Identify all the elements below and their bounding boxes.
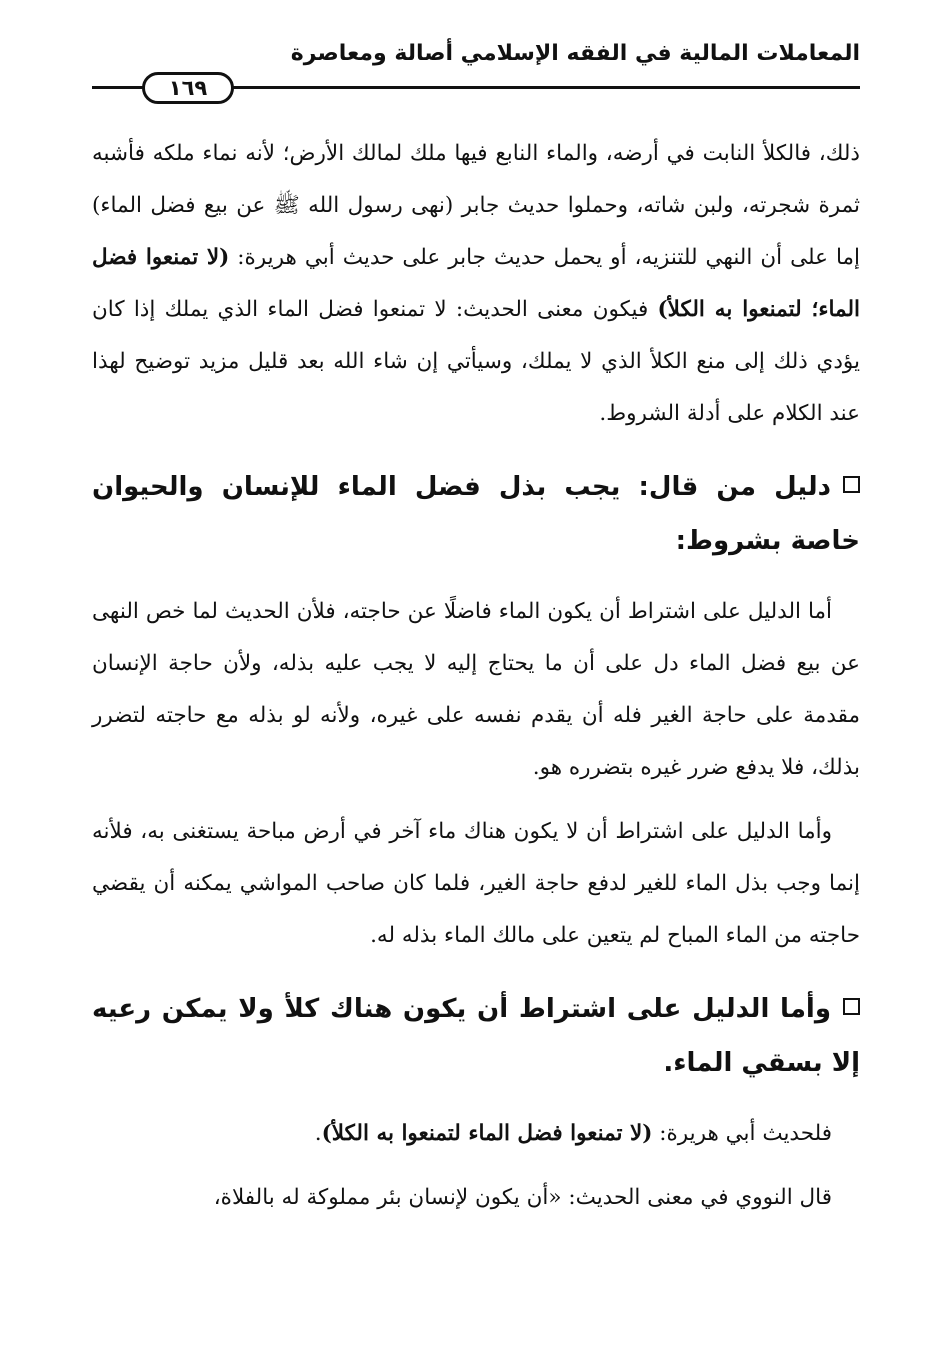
paragraph-3: وأما الدليل على اشتراط أن لا يكون هناك ماء آخر في أرض مباحة يستغنى به، فلأنه إنما وجب بذل الماء للغير لدفع حاجة الغير، فلما كان صاحب المواشي يمكنه أن يقضي حاجته من الماء المباح لم يتعين على مالك الماء بذله له. — [92, 819, 860, 948]
paragraph-4-tail: . — [314, 1121, 322, 1146]
paragraph-2: أما الدليل على اشتراط أن يكون الماء فاضلًا عن حاجته، فلأن الحديث لما خص النهى عن بيع فضل الماء دل على أن ما يحتاج إليه لا يجب عليه بذله، ولأن حاجة الإنسان مقدمة على حاجة الغير فله أن يقدم نفسه على غيره، ولأنه لو بذله مع حاجته لتضرر بذلك، فلا يدفع ضرر غيره بتضرره هو. — [92, 599, 860, 780]
page-body — [92, 128, 860, 1224]
running-title: المعاملات المالية في الفقه الإسلامي أصالة ومعاصرة — [290, 41, 860, 66]
paragraph-4 — [92, 1108, 860, 1160]
square-bullet-icon — [843, 476, 860, 493]
page-number: ١٦٩ — [142, 72, 234, 104]
hadith-quote-2: (لا تمنعوا فضل الماء لتمنعوا به الكلأ) — [321, 1121, 653, 1146]
square-bullet-icon — [843, 998, 860, 1015]
paragraph-4-prefix: فلحديث أبي هريرة: — [652, 1121, 832, 1146]
section-heading-1 — [92, 460, 860, 568]
paragraph-1-text: ذلك، فالكلأ النابت في أرضه، والماء النابع فيها ملك لمالك الأرض؛ لأنه نماء ملكه فأشبه ثمرة شجرته، ولبن شاته، وحملوا حديث جابر (نهى رسول الله ﷺ عن بيع فضل الماء) إما على أن النهي للتنزيه، أو يحمل حديث جابر على حديث أبي هريرة: — [92, 141, 860, 270]
hadith-quote-1: (لا تمنعوا فضل الماء؛ لتمنعوا به الكلأ) — [92, 245, 860, 322]
section-heading-1-text: دليل من قال: يجب بذل فضل الماء للإنسان والحيوان خاصة بشروط: — [92, 472, 860, 556]
section-heading-2 — [92, 982, 860, 1090]
paragraph-1 — [92, 128, 860, 440]
paragraph-5: قال النووي في معنى الحديث: «أن يكون لإنسان بئر مملوكة له بالفلاة، — [213, 1185, 832, 1210]
paragraph-1-tail: فيكون معنى الحديث: لا تمنعوا فضل الماء الذي يملك إذا كان يؤدي ذلك إلى منع الكلأ الذي لا يملك، وسيأتي إن شاء الله بعد قليل مزيد توضيح لهذا عند الكلام على أدلة الشروط. — [92, 297, 860, 426]
section-heading-2-text: وأما الدليل على اشتراط أن يكون هناك كلأ ولا يمكن رعيه إلا بسقي الماء. — [92, 994, 860, 1078]
